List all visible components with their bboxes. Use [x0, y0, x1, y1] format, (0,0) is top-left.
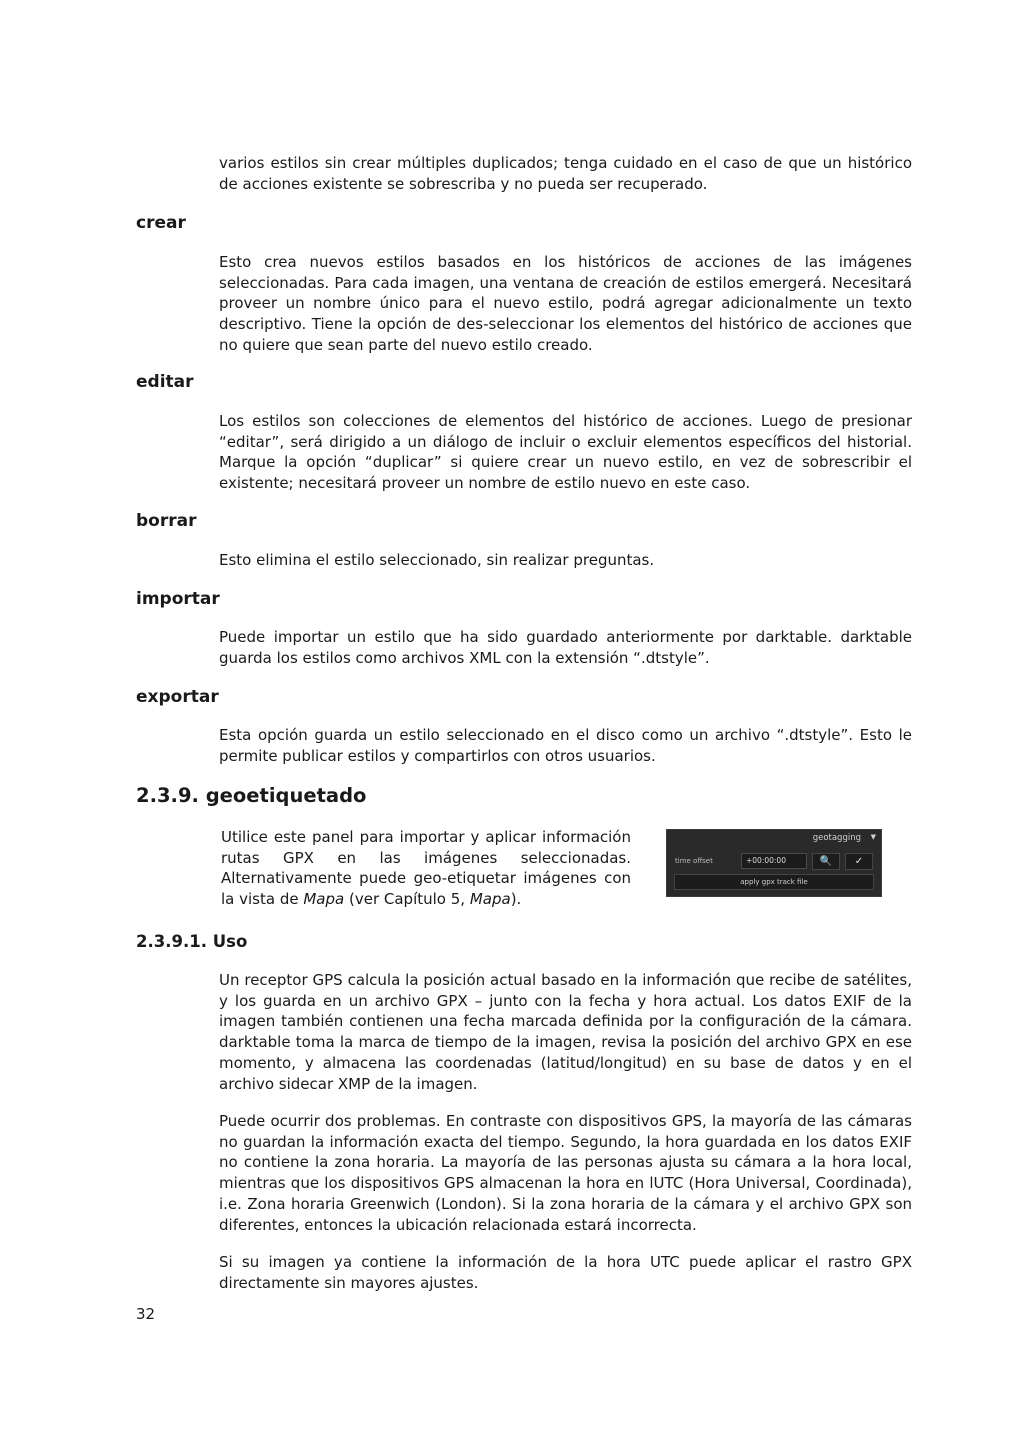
geoetiquetado-heading: 2.3.9. geoetiquetado — [136, 784, 367, 807]
editar-description: Los estilos son colecciones de elementos del histórico de acciones. Luego de presionar “editar”, será dirigido a un diálogo de incluir o excluir elementos específicos del historial. Marque la opción “duplicar” si quiere crear un nuevo estilo, en vez de sobrescribir el existente; necesitará proveer un nombre de estilo nuevo en este caso. — [219, 412, 912, 493]
geo-intro-part3: ). — [510, 890, 522, 909]
search-icon[interactable]: 🔍 — [812, 853, 840, 870]
term-borrar: borrar — [136, 511, 197, 531]
term-editar: editar — [136, 372, 194, 392]
crear-description: Esto crea nuevos estilos basados en los históricos de acciones de las imágenes seleccionadas. Para cada imagen, una ventana de creación de estilos emergerá. Necesitará proveer un nombre único para el nuevo estilo, podrá agregar adicionalmente un texto descriptivo. Tiene la opción de des-seleccionar los elementos del histórico de acciones que no quiere que sean parte del nuevo estilo creado. — [219, 253, 912, 354]
uso-paragraph-1: Un receptor GPS calcula la posición actual basado en la información que recibe de satélites, y los guarda en un archivo GPX – junto con la fecha y hora actual. Los datos EXIF de la imagen también contienen una fecha marcada definida por la configuración de la cámara. darktable toma la marca de tiempo de la imagen, revisa la posición del archivo GPX en ese momento, y almacena las coordenadas (latitud/longitud) en su base de datos y en el archivo sidecar XMP de la imagen. — [219, 971, 912, 1093]
uso-paragraph-3: Si su imagen ya contiene la información de la hora UTC puede aplicar el rastro GPX directamente sin mayores ajustes. — [219, 1253, 912, 1292]
term-crear: crear — [136, 213, 186, 233]
geo-intro-part1: Utilice este panel para importar y aplicar información rutas GPX en las imágenes seleccionadas. Alternativamente puede geo-etiquetar imágenes con la vista de — [221, 828, 631, 909]
apply-gpx-button[interactable]: apply gpx track file — [674, 874, 874, 890]
exportar-description: Esta opción guarda un estilo seleccionado en el disco como un archivo “.dtstyle”. Esto le permite publicar estilos y compartirlos con otros usuarios. — [219, 726, 912, 765]
mapa-link-text: Mapa — [303, 890, 345, 909]
page-number: 32 — [136, 1305, 156, 1323]
geo-intro-paragraph — [221, 827, 631, 910]
uso-paragraph-2: Puede ocurrir dos problemas. En contraste con dispositivos GPS, la mayoría de las cámaras no guardan la información exacta del tiempo. Segundo, la hora guardada en los datos EXIF no contiene la zona horaria. La mayoría de las personas ajusta su cámara a la hora local, mientras que los dispositivos GPS almacenan la hora en lUTC (Hora Universal, Coordinada), i.e. Zona horaria Greenwich (London). Si la zona horaria de la cámara y el archivo GPX son diferentes, entonces la ubicación relacionada estará incorrecta. — [219, 1112, 912, 1234]
term-exportar: exportar — [136, 687, 219, 707]
time-offset-label: time offset — [675, 857, 713, 865]
panel-title[interactable]: geotagging — [812, 833, 861, 843]
geotagging-panel-screenshot — [666, 829, 882, 897]
geo-intro-part2: (ver Capítulo 5, — [344, 890, 470, 909]
apply-check-icon[interactable]: ✓ — [845, 853, 873, 870]
uso-heading: 2.3.9.1. Uso — [136, 932, 248, 951]
mapa-chapter-text: Mapa — [469, 890, 511, 909]
borrar-description: Esto elimina el estilo seleccionado, sin realizar preguntas. — [219, 551, 655, 569]
collapse-arrow-icon[interactable]: ▼ — [870, 833, 876, 841]
intro-paragraph: varios estilos sin crear múltiples duplicados; tenga cuidado en el caso de que un histórico de acciones existente se sobrescriba y no pueda ser recuperado. — [219, 154, 912, 193]
time-offset-input[interactable]: +00:00:00 — [741, 853, 807, 869]
importar-description: Puede importar un estilo que ha sido guardado anteriormente por darktable. darktable guarda los estilos como archivos XML con la extensión “.dtstyle”. — [219, 628, 912, 667]
term-importar: importar — [136, 589, 220, 609]
